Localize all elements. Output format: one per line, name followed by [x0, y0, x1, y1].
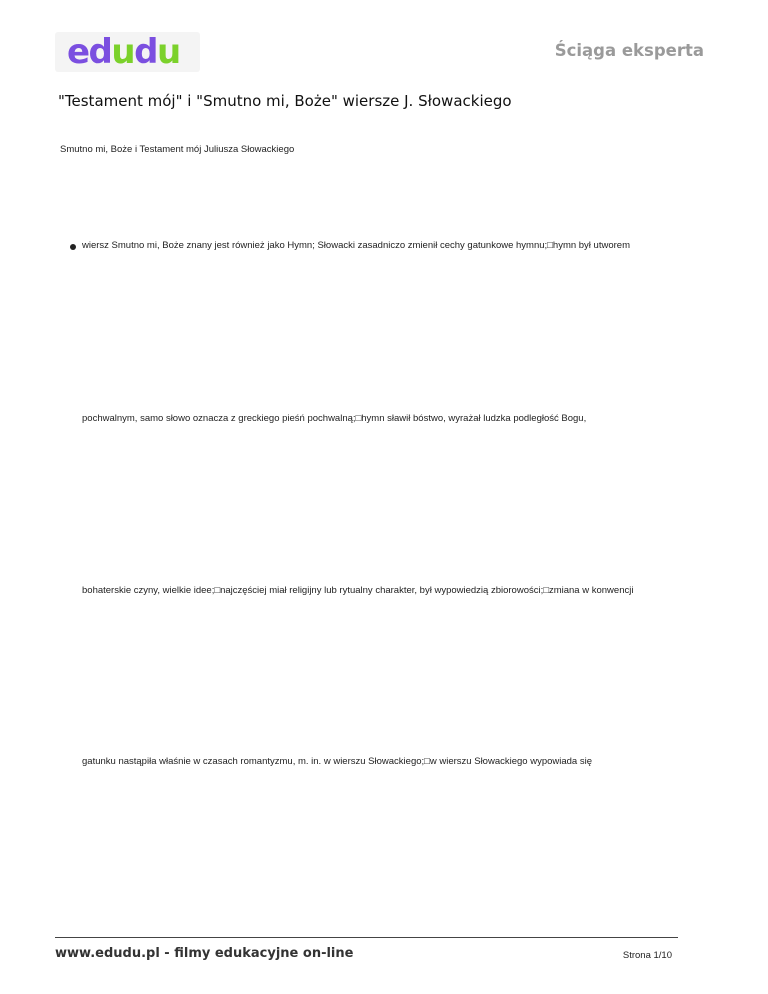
document-subtitle: Smutno mi, Boże i Testament mój Juliusza Słowackiego: [60, 144, 295, 155]
bullet-icon: [70, 244, 76, 250]
bullet-line-3: bohaterskie czyny, wielkie idee;□najczęściej miał religijny lub rytualny charakter, był wypowiedzią zbiorowości;□zmiana w konwencji: [82, 585, 634, 596]
bullet-line-2: pochwalnym, samo słowo oznacza z greckiego pieśń pochwalną;□hymn sławił bóstwo, wyrażał ludzka podległość Bogu,: [82, 413, 587, 424]
logo-part-ed: ed: [67, 32, 112, 72]
logo-part-d: d: [134, 32, 157, 72]
edudu-logo: [55, 32, 200, 72]
logo-part-u2: u: [156, 32, 180, 72]
bullet-line-4: gatunku nastąpiła właśnie w czasach romantyzmu, m. in. w wierszu Słowackiego;□w wierszu Słowackiego wypowiada się: [82, 756, 592, 767]
footer-divider: [55, 937, 678, 938]
header-tagline: Ściąga eksperta: [554, 41, 704, 60]
bullet-line-1: wiersz Smutno mi, Boże znany jest również jako Hymn; Słowacki zasadniczo zmienił cechy gatunkowe hymnu;□hymn był utworem: [82, 240, 630, 251]
footer-site-link[interactable]: www.edudu.pl - filmy edukacyjne on-line: [55, 946, 354, 961]
page-number: Strona 1/10: [622, 950, 672, 961]
logo-part-u1: u: [111, 32, 135, 72]
document-title: "Testament mój" i "Smutno mi, Boże" wiersze J. Słowackiego: [58, 92, 512, 110]
logo-text: [67, 32, 180, 72]
